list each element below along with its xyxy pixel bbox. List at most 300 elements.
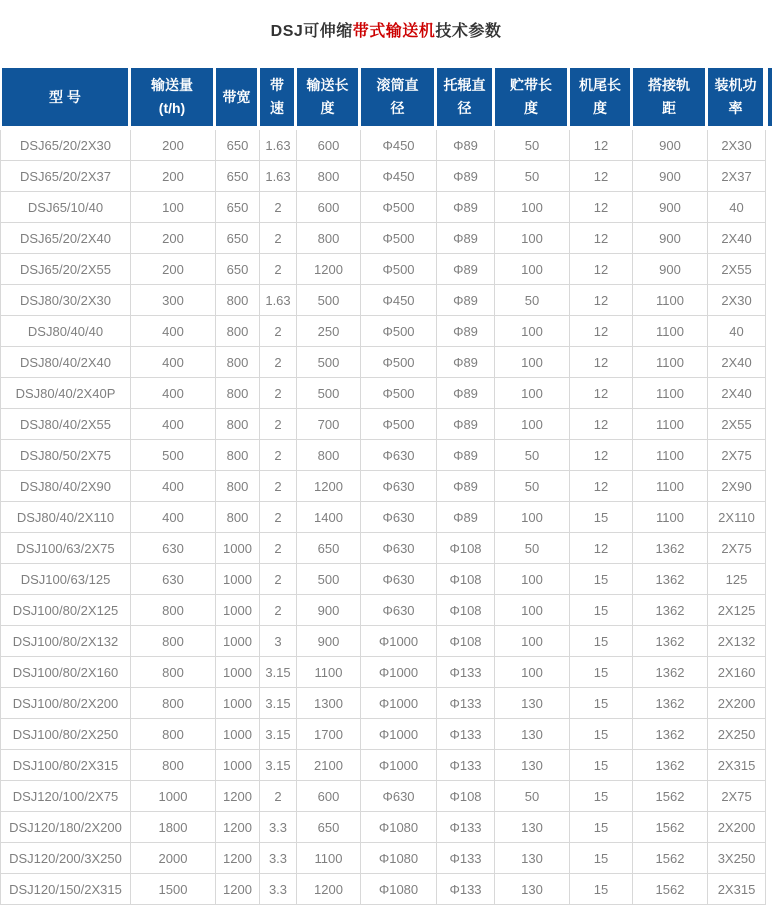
partial-next-column-cell bbox=[766, 409, 772, 440]
title-suffix: 技术参数 bbox=[435, 23, 502, 40]
cell-lap-rail-gauge: 900 bbox=[633, 161, 708, 192]
partial-next-column-cell bbox=[766, 161, 772, 192]
cell-model: DSJ65/20/2X37 bbox=[0, 161, 131, 192]
cell-roller-diameter: Φ133 bbox=[437, 812, 495, 843]
cell-drum-diameter: Φ500 bbox=[361, 254, 437, 285]
cell-conveying-length: 900 bbox=[297, 595, 361, 626]
cell-belt-width: 650 bbox=[216, 254, 260, 285]
cell-belt-storage-length: 50 bbox=[495, 440, 570, 471]
cell-belt-storage-length: 100 bbox=[495, 564, 570, 595]
cell-drum-diameter: Φ630 bbox=[361, 440, 437, 471]
cell-drum-diameter: Φ1000 bbox=[361, 688, 437, 719]
cell-belt-width: 1000 bbox=[216, 688, 260, 719]
cell-capacity: 1000 bbox=[131, 781, 216, 812]
partial-next-column-cell bbox=[766, 564, 772, 595]
cell-model: DSJ65/20/2X40 bbox=[0, 223, 131, 254]
cell-tail-length: 12 bbox=[570, 130, 633, 161]
col-header-installed-power-line: 率 bbox=[728, 100, 743, 116]
cell-installed-power: 2X125 bbox=[708, 595, 766, 626]
col-header-installed-power bbox=[708, 68, 766, 130]
partial-next-column-cell bbox=[766, 843, 772, 874]
cell-drum-diameter: Φ450 bbox=[361, 285, 437, 316]
col-header-belt-speed-line: 速 bbox=[270, 100, 284, 116]
cell-lap-rail-gauge: 1362 bbox=[633, 750, 708, 781]
cell-roller-diameter: Φ89 bbox=[437, 471, 495, 502]
cell-installed-power: 2X315 bbox=[708, 750, 766, 781]
cell-belt-width: 1000 bbox=[216, 750, 260, 781]
col-header-belt-speed-line: 带 bbox=[270, 77, 284, 93]
cell-lap-rail-gauge: 1362 bbox=[633, 564, 708, 595]
table-row bbox=[0, 688, 772, 719]
cell-belt-speed: 1.63 bbox=[260, 130, 297, 161]
cell-installed-power: 2X110 bbox=[708, 502, 766, 533]
cell-capacity: 200 bbox=[131, 161, 216, 192]
partial-next-column-cell bbox=[766, 533, 772, 564]
col-header-conveying-length bbox=[297, 68, 361, 130]
cell-belt-width: 1000 bbox=[216, 595, 260, 626]
cell-tail-length: 15 bbox=[570, 502, 633, 533]
col-header-capacity-line: 输送量 bbox=[151, 77, 193, 93]
col-header-belt-storage-length-line: 贮带长 bbox=[510, 77, 552, 93]
cell-installed-power: 2X200 bbox=[708, 688, 766, 719]
cell-model: DSJ100/63/125 bbox=[0, 564, 131, 595]
cell-belt-storage-length: 100 bbox=[495, 316, 570, 347]
cell-installed-power: 2X55 bbox=[708, 254, 766, 285]
cell-belt-speed: 2 bbox=[260, 316, 297, 347]
cell-conveying-length: 1100 bbox=[297, 657, 361, 688]
cell-capacity: 800 bbox=[131, 657, 216, 688]
cell-belt-width: 650 bbox=[216, 192, 260, 223]
col-header-roller-diameter-line: 径 bbox=[457, 100, 472, 116]
cell-roller-diameter: Φ133 bbox=[437, 657, 495, 688]
cell-drum-diameter: Φ1000 bbox=[361, 626, 437, 657]
cell-belt-width: 1000 bbox=[216, 657, 260, 688]
cell-belt-storage-length: 130 bbox=[495, 688, 570, 719]
cell-lap-rail-gauge: 1362 bbox=[633, 595, 708, 626]
cell-roller-diameter: Φ133 bbox=[437, 719, 495, 750]
cell-capacity: 630 bbox=[131, 533, 216, 564]
col-header-drum-diameter bbox=[361, 68, 437, 130]
spec-table bbox=[0, 68, 772, 905]
cell-belt-speed: 3.3 bbox=[260, 874, 297, 905]
col-header-belt-speed bbox=[260, 68, 297, 130]
cell-tail-length: 12 bbox=[570, 533, 633, 564]
cell-model: DSJ120/180/2X200 bbox=[0, 812, 131, 843]
cell-lap-rail-gauge: 1362 bbox=[633, 533, 708, 564]
cell-roller-diameter: Φ89 bbox=[437, 130, 495, 161]
cell-drum-diameter: Φ500 bbox=[361, 378, 437, 409]
cell-capacity: 200 bbox=[131, 254, 216, 285]
cell-lap-rail-gauge: 1362 bbox=[633, 719, 708, 750]
cell-installed-power: 2X40 bbox=[708, 347, 766, 378]
cell-model: DSJ80/40/2X40P bbox=[0, 378, 131, 409]
col-header-capacity-line: (t/h) bbox=[158, 100, 186, 116]
col-header-model-line: 型 号 bbox=[49, 88, 81, 105]
page-title bbox=[0, 0, 772, 68]
cell-conveying-length: 600 bbox=[297, 130, 361, 161]
cell-model: DSJ120/150/2X315 bbox=[0, 874, 131, 905]
cell-model: DSJ80/40/2X40 bbox=[0, 347, 131, 378]
cell-lap-rail-gauge: 1100 bbox=[633, 378, 708, 409]
cell-belt-speed: 3.15 bbox=[260, 750, 297, 781]
table-row bbox=[0, 533, 772, 564]
cell-tail-length: 12 bbox=[570, 471, 633, 502]
cell-installed-power: 2X250 bbox=[708, 719, 766, 750]
cell-belt-storage-length: 100 bbox=[495, 347, 570, 378]
col-header-lap-rail-gauge-line: 距 bbox=[662, 100, 676, 116]
partial-next-column-cell bbox=[766, 440, 772, 471]
cell-drum-diameter: Φ500 bbox=[361, 223, 437, 254]
col-header-belt-storage-length-line: 度 bbox=[524, 100, 538, 116]
cell-belt-speed: 3.15 bbox=[260, 719, 297, 750]
cell-belt-speed: 3.3 bbox=[260, 812, 297, 843]
cell-belt-storage-length: 100 bbox=[495, 595, 570, 626]
table-row bbox=[0, 781, 772, 812]
cell-roller-diameter: Φ108 bbox=[437, 626, 495, 657]
cell-drum-diameter: Φ500 bbox=[361, 347, 437, 378]
cell-lap-rail-gauge: 1562 bbox=[633, 781, 708, 812]
partial-next-column-cell bbox=[766, 750, 772, 781]
cell-installed-power: 2X90 bbox=[708, 471, 766, 502]
cell-belt-width: 1000 bbox=[216, 626, 260, 657]
col-header-tail-length-line: 机尾长 bbox=[579, 77, 621, 93]
col-header-drum-diameter-line: 滚筒直 bbox=[376, 77, 419, 93]
cell-model: DSJ80/40/2X90 bbox=[0, 471, 131, 502]
partial-next-column-cell bbox=[766, 688, 772, 719]
cell-installed-power: 125 bbox=[708, 564, 766, 595]
cell-belt-storage-length: 100 bbox=[495, 657, 570, 688]
cell-belt-speed: 2 bbox=[260, 471, 297, 502]
cell-roller-diameter: Φ89 bbox=[437, 254, 495, 285]
table-row bbox=[0, 285, 772, 316]
cell-capacity: 800 bbox=[131, 626, 216, 657]
cell-drum-diameter: Φ630 bbox=[361, 564, 437, 595]
cell-roller-diameter: Φ89 bbox=[437, 192, 495, 223]
cell-belt-storage-length: 50 bbox=[495, 130, 570, 161]
cell-tail-length: 12 bbox=[570, 409, 633, 440]
cell-tail-length: 15 bbox=[570, 564, 633, 595]
cell-conveying-length: 250 bbox=[297, 316, 361, 347]
cell-installed-power: 2X55 bbox=[708, 409, 766, 440]
cell-roller-diameter: Φ133 bbox=[437, 843, 495, 874]
cell-conveying-length: 500 bbox=[297, 564, 361, 595]
cell-drum-diameter: Φ630 bbox=[361, 502, 437, 533]
cell-lap-rail-gauge: 1562 bbox=[633, 843, 708, 874]
cell-tail-length: 12 bbox=[570, 378, 633, 409]
col-header-lap-rail-gauge bbox=[633, 68, 708, 130]
table-row bbox=[0, 192, 772, 223]
cell-conveying-length: 800 bbox=[297, 440, 361, 471]
partial-next-column-cell bbox=[766, 316, 772, 347]
cell-capacity: 1500 bbox=[131, 874, 216, 905]
partial-next-column-header bbox=[766, 68, 772, 130]
cell-belt-width: 1200 bbox=[216, 781, 260, 812]
cell-roller-diameter: Φ89 bbox=[437, 161, 495, 192]
table-row bbox=[0, 595, 772, 626]
cell-belt-width: 800 bbox=[216, 285, 260, 316]
cell-capacity: 1800 bbox=[131, 812, 216, 843]
col-header-tail-length bbox=[570, 68, 633, 130]
cell-capacity: 400 bbox=[131, 378, 216, 409]
cell-model: DSJ120/200/3X250 bbox=[0, 843, 131, 874]
table-row bbox=[0, 161, 772, 192]
cell-capacity: 800 bbox=[131, 595, 216, 626]
cell-drum-diameter: Φ1080 bbox=[361, 843, 437, 874]
cell-installed-power: 2X160 bbox=[708, 657, 766, 688]
cell-installed-power: 3X250 bbox=[708, 843, 766, 874]
cell-model: DSJ100/80/2X315 bbox=[0, 750, 131, 781]
table-row bbox=[0, 378, 772, 409]
cell-tail-length: 12 bbox=[570, 347, 633, 378]
cell-conveying-length: 600 bbox=[297, 781, 361, 812]
cell-lap-rail-gauge: 1362 bbox=[633, 688, 708, 719]
cell-capacity: 200 bbox=[131, 130, 216, 161]
partial-next-column-cell bbox=[766, 626, 772, 657]
cell-belt-storage-length: 50 bbox=[495, 533, 570, 564]
cell-model: DSJ80/40/40 bbox=[0, 316, 131, 347]
cell-belt-storage-length: 50 bbox=[495, 285, 570, 316]
cell-conveying-length: 650 bbox=[297, 812, 361, 843]
table-row bbox=[0, 409, 772, 440]
cell-capacity: 630 bbox=[131, 564, 216, 595]
cell-capacity: 400 bbox=[131, 502, 216, 533]
cell-belt-speed: 2 bbox=[260, 378, 297, 409]
cell-conveying-length: 1200 bbox=[297, 471, 361, 502]
cell-drum-diameter: Φ1000 bbox=[361, 657, 437, 688]
cell-model: DSJ100/63/2X75 bbox=[0, 533, 131, 564]
table-row bbox=[0, 254, 772, 285]
cell-lap-rail-gauge: 1100 bbox=[633, 471, 708, 502]
cell-lap-rail-gauge: 1100 bbox=[633, 316, 708, 347]
col-header-conveying-length-line: 度 bbox=[320, 100, 335, 116]
cell-lap-rail-gauge: 900 bbox=[633, 254, 708, 285]
cell-roller-diameter: Φ133 bbox=[437, 874, 495, 905]
col-header-roller-diameter-line: 托辊直 bbox=[443, 77, 486, 93]
title-prefix: DSJ可伸缩 bbox=[270, 23, 353, 40]
cell-belt-width: 800 bbox=[216, 347, 260, 378]
cell-conveying-length: 900 bbox=[297, 626, 361, 657]
cell-installed-power: 40 bbox=[708, 192, 766, 223]
cell-installed-power: 2X75 bbox=[708, 533, 766, 564]
cell-drum-diameter: Φ500 bbox=[361, 316, 437, 347]
cell-belt-speed: 2 bbox=[260, 223, 297, 254]
cell-installed-power: 2X37 bbox=[708, 161, 766, 192]
cell-belt-width: 1000 bbox=[216, 719, 260, 750]
partial-next-column-cell bbox=[766, 378, 772, 409]
table-row bbox=[0, 471, 772, 502]
cell-tail-length: 12 bbox=[570, 161, 633, 192]
cell-belt-width: 1000 bbox=[216, 533, 260, 564]
cell-belt-width: 800 bbox=[216, 316, 260, 347]
cell-belt-speed: 1.63 bbox=[260, 285, 297, 316]
cell-roller-diameter: Φ133 bbox=[437, 750, 495, 781]
cell-tail-length: 15 bbox=[570, 843, 633, 874]
cell-conveying-length: 1400 bbox=[297, 502, 361, 533]
cell-drum-diameter: Φ630 bbox=[361, 533, 437, 564]
cell-belt-speed: 2 bbox=[260, 440, 297, 471]
cell-model: DSJ100/80/2X160 bbox=[0, 657, 131, 688]
cell-roller-diameter: Φ108 bbox=[437, 533, 495, 564]
cell-tail-length: 12 bbox=[570, 285, 633, 316]
cell-belt-width: 1200 bbox=[216, 843, 260, 874]
cell-installed-power: 2X30 bbox=[708, 130, 766, 161]
col-header-installed-power-line: 装机功 bbox=[714, 77, 757, 93]
cell-model: DSJ100/80/2X132 bbox=[0, 626, 131, 657]
table-row bbox=[0, 316, 772, 347]
cell-conveying-length: 650 bbox=[297, 533, 361, 564]
cell-lap-rail-gauge: 1100 bbox=[633, 502, 708, 533]
cell-roller-diameter: Φ108 bbox=[437, 781, 495, 812]
cell-belt-width: 800 bbox=[216, 378, 260, 409]
cell-installed-power: 2X75 bbox=[708, 440, 766, 471]
cell-roller-diameter: Φ89 bbox=[437, 409, 495, 440]
cell-belt-storage-length: 100 bbox=[495, 502, 570, 533]
partial-next-column-cell bbox=[766, 874, 772, 905]
cell-model: DSJ80/40/2X55 bbox=[0, 409, 131, 440]
cell-belt-storage-length: 130 bbox=[495, 750, 570, 781]
cell-conveying-length: 1100 bbox=[297, 843, 361, 874]
col-header-roller-diameter bbox=[437, 68, 495, 130]
spec-table-body bbox=[0, 130, 772, 905]
cell-tail-length: 15 bbox=[570, 812, 633, 843]
table-row bbox=[0, 657, 772, 688]
cell-roller-diameter: Φ89 bbox=[437, 378, 495, 409]
cell-conveying-length: 1200 bbox=[297, 254, 361, 285]
col-header-tail-length-line: 度 bbox=[593, 100, 607, 116]
cell-capacity: 200 bbox=[131, 223, 216, 254]
cell-capacity: 800 bbox=[131, 688, 216, 719]
cell-belt-storage-length: 130 bbox=[495, 719, 570, 750]
cell-belt-storage-length: 50 bbox=[495, 781, 570, 812]
cell-capacity: 800 bbox=[131, 719, 216, 750]
table-row bbox=[0, 812, 772, 843]
cell-model: DSJ65/20/2X30 bbox=[0, 130, 131, 161]
cell-model: DSJ100/80/2X200 bbox=[0, 688, 131, 719]
cell-drum-diameter: Φ630 bbox=[361, 595, 437, 626]
cell-belt-storage-length: 50 bbox=[495, 161, 570, 192]
col-header-belt-width-line: 带宽 bbox=[222, 88, 251, 105]
col-header-drum-diameter-line: 径 bbox=[390, 100, 405, 116]
cell-belt-speed: 2 bbox=[260, 533, 297, 564]
cell-belt-storage-length: 100 bbox=[495, 409, 570, 440]
cell-model: DSJ80/40/2X110 bbox=[0, 502, 131, 533]
cell-drum-diameter: Φ500 bbox=[361, 409, 437, 440]
cell-lap-rail-gauge: 1100 bbox=[633, 440, 708, 471]
cell-drum-diameter: Φ1000 bbox=[361, 719, 437, 750]
partial-next-column-cell bbox=[766, 130, 772, 161]
cell-roller-diameter: Φ89 bbox=[437, 440, 495, 471]
partial-next-column-cell bbox=[766, 502, 772, 533]
cell-tail-length: 12 bbox=[570, 316, 633, 347]
cell-capacity: 400 bbox=[131, 347, 216, 378]
cell-lap-rail-gauge: 1100 bbox=[633, 285, 708, 316]
cell-installed-power: 2X40 bbox=[708, 223, 766, 254]
cell-belt-width: 1000 bbox=[216, 564, 260, 595]
cell-roller-diameter: Φ89 bbox=[437, 502, 495, 533]
cell-capacity: 500 bbox=[131, 440, 216, 471]
cell-conveying-length: 1300 bbox=[297, 688, 361, 719]
cell-belt-speed: 2 bbox=[260, 564, 297, 595]
table-row bbox=[0, 564, 772, 595]
cell-conveying-length: 700 bbox=[297, 409, 361, 440]
cell-capacity: 2000 bbox=[131, 843, 216, 874]
cell-tail-length: 15 bbox=[570, 781, 633, 812]
cell-conveying-length: 2100 bbox=[297, 750, 361, 781]
cell-installed-power: 2X200 bbox=[708, 812, 766, 843]
cell-model: DSJ65/10/40 bbox=[0, 192, 131, 223]
cell-belt-speed: 2 bbox=[260, 781, 297, 812]
cell-belt-speed: 3.15 bbox=[260, 688, 297, 719]
cell-capacity: 400 bbox=[131, 316, 216, 347]
cell-belt-width: 650 bbox=[216, 130, 260, 161]
cell-lap-rail-gauge: 1562 bbox=[633, 874, 708, 905]
table-row bbox=[0, 843, 772, 874]
cell-model: DSJ100/80/2X250 bbox=[0, 719, 131, 750]
cell-installed-power: 2X132 bbox=[708, 626, 766, 657]
cell-belt-speed: 2 bbox=[260, 347, 297, 378]
cell-tail-length: 15 bbox=[570, 719, 633, 750]
cell-roller-diameter: Φ108 bbox=[437, 564, 495, 595]
col-header-model bbox=[0, 68, 131, 130]
cell-belt-speed: 1.63 bbox=[260, 161, 297, 192]
cell-tail-length: 15 bbox=[570, 595, 633, 626]
cell-roller-diameter: Φ133 bbox=[437, 688, 495, 719]
table-row bbox=[0, 130, 772, 161]
cell-tail-length: 15 bbox=[570, 874, 633, 905]
partial-next-column-cell bbox=[766, 285, 772, 316]
cell-belt-width: 650 bbox=[216, 161, 260, 192]
cell-roller-diameter: Φ89 bbox=[437, 347, 495, 378]
cell-capacity: 400 bbox=[131, 471, 216, 502]
cell-drum-diameter: Φ630 bbox=[361, 781, 437, 812]
table-row bbox=[0, 347, 772, 378]
cell-drum-diameter: Φ500 bbox=[361, 192, 437, 223]
col-header-belt-storage-length bbox=[495, 68, 570, 130]
cell-lap-rail-gauge: 900 bbox=[633, 223, 708, 254]
cell-drum-diameter: Φ1000 bbox=[361, 750, 437, 781]
cell-model: DSJ100/80/2X125 bbox=[0, 595, 131, 626]
cell-belt-storage-length: 100 bbox=[495, 254, 570, 285]
cell-belt-width: 800 bbox=[216, 409, 260, 440]
table-row bbox=[0, 874, 772, 905]
table-row bbox=[0, 750, 772, 781]
cell-conveying-length: 1700 bbox=[297, 719, 361, 750]
cell-installed-power: 2X75 bbox=[708, 781, 766, 812]
cell-belt-width: 800 bbox=[216, 440, 260, 471]
cell-belt-speed: 2 bbox=[260, 192, 297, 223]
partial-next-column-cell bbox=[766, 223, 772, 254]
cell-tail-length: 15 bbox=[570, 657, 633, 688]
cell-lap-rail-gauge: 900 bbox=[633, 192, 708, 223]
cell-model: DSJ120/100/2X75 bbox=[0, 781, 131, 812]
cell-lap-rail-gauge: 1100 bbox=[633, 409, 708, 440]
cell-lap-rail-gauge: 900 bbox=[633, 130, 708, 161]
partial-next-column-cell bbox=[766, 812, 772, 843]
col-header-capacity bbox=[131, 68, 216, 130]
partial-next-column-cell bbox=[766, 254, 772, 285]
cell-roller-diameter: Φ89 bbox=[437, 316, 495, 347]
cell-conveying-length: 500 bbox=[297, 285, 361, 316]
cell-tail-length: 15 bbox=[570, 626, 633, 657]
cell-tail-length: 12 bbox=[570, 192, 633, 223]
cell-belt-storage-length: 100 bbox=[495, 192, 570, 223]
cell-capacity: 400 bbox=[131, 409, 216, 440]
cell-belt-width: 800 bbox=[216, 502, 260, 533]
partial-next-column-cell bbox=[766, 192, 772, 223]
cell-belt-speed: 3.3 bbox=[260, 843, 297, 874]
cell-belt-width: 650 bbox=[216, 223, 260, 254]
cell-installed-power: 40 bbox=[708, 316, 766, 347]
